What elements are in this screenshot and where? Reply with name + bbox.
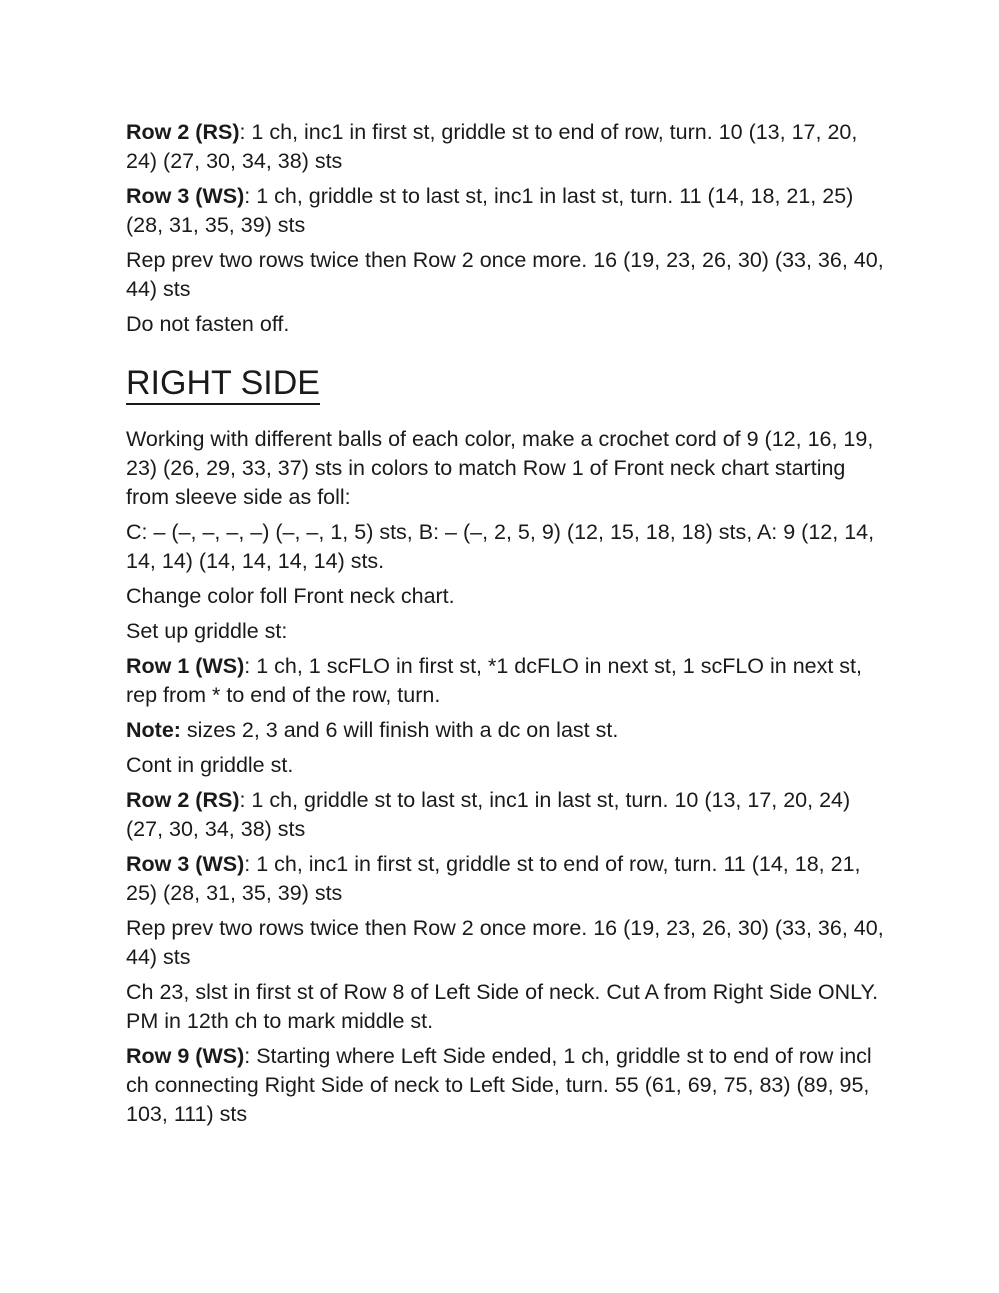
repeat-paragraph: Rep prev two rows twice then Row 2 once more. 16 (19, 23, 26, 30) (33, 36, 40, 44) sts: [126, 916, 884, 969]
row-instruction: : 1 ch, griddle st to last st, inc1 in last st, turn. 11 (14, 18, 21, 25) (28, 31, 35, 39) sts: [126, 184, 854, 237]
row-label: Row 3 (WS): [126, 184, 245, 208]
row-instruction: : 1 ch, inc1 in first st, griddle st to end of row, turn. 11 (14, 18, 21, 25) (28, 31, 35, 39) sts: [126, 852, 861, 905]
row-3-ws-paragraph: [126, 850, 886, 908]
row-2-rs-paragraph: [126, 118, 886, 176]
row-instruction: : 1 ch, inc1 in first st, griddle st to end of row, turn. 10 (13, 17, 20, 24) (27, 30, 34, 38) sts: [126, 120, 858, 173]
row-9-ws-paragraph: [126, 1042, 886, 1129]
row-instruction: : 1 ch, griddle st to last st, inc1 in last st, turn. 10 (13, 17, 20, 24) (27, 30, 34, 38) sts: [126, 788, 851, 841]
repeat-paragraph: Rep prev two rows twice then Row 2 once more. 16 (19, 23, 26, 30) (33, 36, 40, 44) sts: [126, 248, 884, 301]
row-instruction: : Starting where Left Side ended, 1 ch, griddle st to end of row incl ch connecting Right Side of neck to Left Side, turn. 55 (61, 69, 75, 83) (89, 95, 103, 111) sts: [126, 1044, 872, 1126]
row-label: Row 3 (WS): [126, 852, 245, 876]
color-counts-paragraph: C: – (–, –, –, –) (–, –, 1, 5) sts, B: – (–, 2, 5, 9) (12, 15, 18, 18) sts, A: 9 (12, 14, 14, 14) (14, 14, 14, 14) sts.: [126, 520, 875, 573]
row-label: Row 9 (WS): [126, 1044, 245, 1068]
change-color-paragraph: Change color foll Front neck chart.: [126, 584, 455, 608]
row-3-ws-paragraph: [126, 182, 886, 240]
row-1-ws-paragraph: [126, 652, 886, 710]
continue-paragraph: Cont in griddle st.: [126, 753, 294, 777]
note-paragraph: [126, 716, 886, 745]
cord-instructions-paragraph: Working with different balls of each color, make a crochet cord of 9 (12, 16, 19, 23) (26, 29, 33, 37) sts in colors to match Row 1 of Front neck chart starting from sleeve side as foll:: [126, 427, 874, 509]
note-text: sizes 2, 3 and 6 will finish with a dc on last st.: [180, 718, 619, 742]
row-2-rs-paragraph: [126, 786, 886, 844]
setup-paragraph: Set up griddle st:: [126, 619, 288, 643]
fasten-note-paragraph: Do not fasten off.: [126, 312, 290, 336]
row-label: Row 2 (RS): [126, 120, 240, 144]
row-label: Row 1 (WS): [126, 654, 245, 678]
section-heading-wrap: [126, 345, 886, 409]
chain-join-paragraph: Ch 23, slst in first st of Row 8 of Left Side of neck. Cut A from Right Side ONLY. PM in 12th ch to mark middle st.: [126, 980, 879, 1033]
document-page: [126, 118, 886, 1135]
note-label: Note:: [126, 718, 181, 742]
row-label: Row 2 (RS): [126, 788, 240, 812]
row-instruction: : 1 ch, 1 scFLO in first st, *1 dcFLO in next st, 1 scFLO in next st, rep from * to end of the row, turn.: [126, 654, 862, 707]
section-heading: RIGHT SIDE: [126, 363, 320, 405]
